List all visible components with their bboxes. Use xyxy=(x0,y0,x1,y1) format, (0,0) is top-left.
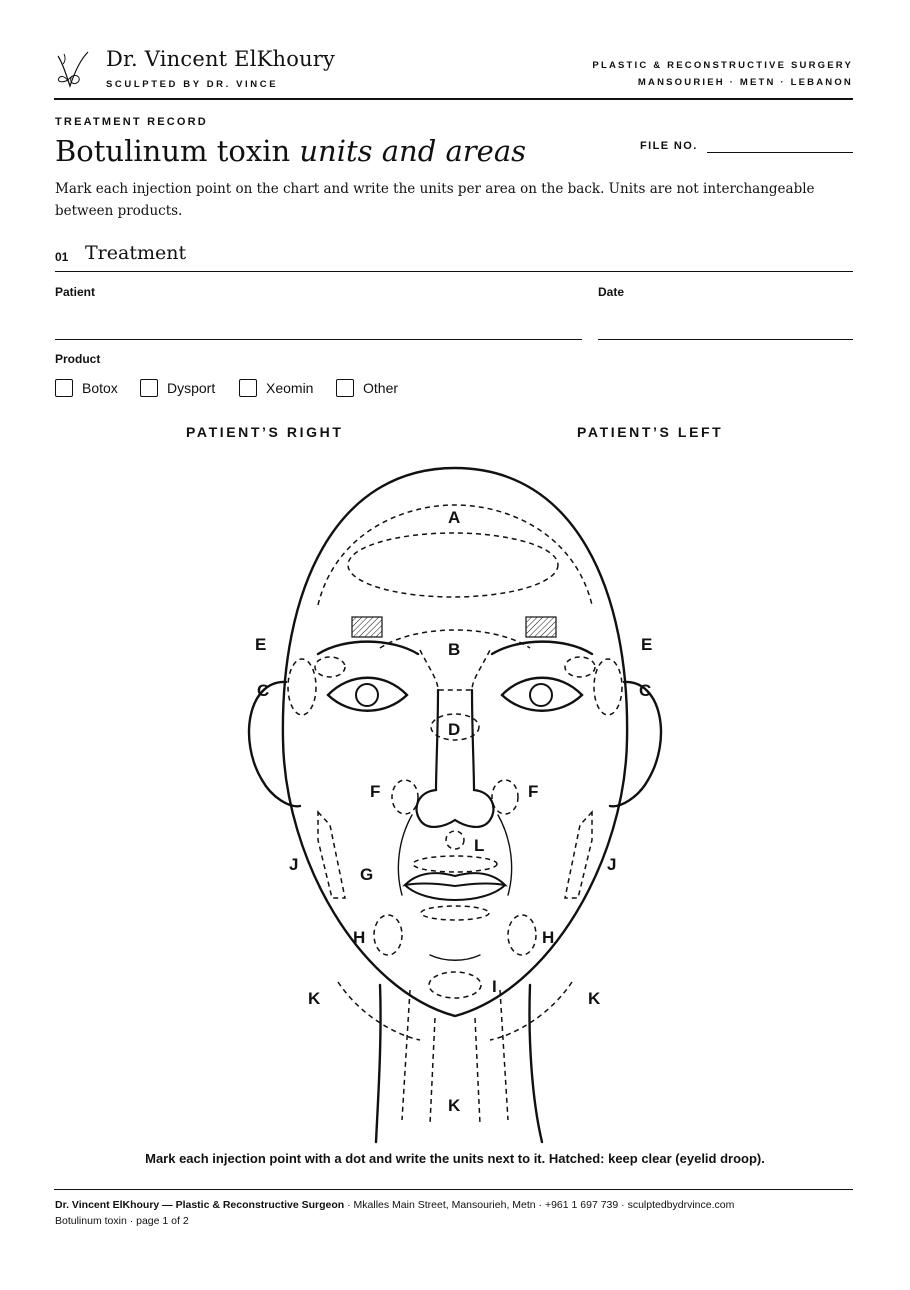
zone-label-i: I xyxy=(492,977,497,996)
footer-contact xyxy=(55,1199,734,1211)
section-title: Treatment xyxy=(85,242,187,264)
zone-label-l: L xyxy=(474,836,485,855)
file-number-label: FILE NO. xyxy=(640,140,698,152)
option-label: Other xyxy=(363,380,399,396)
brow-right xyxy=(318,642,418,654)
footer-page: Botulinum toxin · page 1 of 2 xyxy=(55,1215,189,1227)
head-outline xyxy=(283,468,627,1016)
lower-lip xyxy=(405,885,505,900)
patient-label: Patient xyxy=(55,285,96,299)
zone-label-b: B xyxy=(448,640,461,659)
specialty: PLASTIC & RECONSTRUCTIVE SURGERY xyxy=(592,60,853,71)
ear-left xyxy=(610,682,661,806)
zone-label-k-left: K xyxy=(588,989,601,1008)
ear-right xyxy=(249,682,300,806)
zone-label-c-left: C xyxy=(639,681,652,700)
neck-right xyxy=(376,985,381,1142)
nose xyxy=(417,690,494,827)
zone-label-f-right: F xyxy=(370,782,381,801)
intro-text: Mark each injection point on the chart and write the units per area on the back. Units are not interchangeable between products. xyxy=(55,181,815,219)
footer-contact-details: · Mkalles Main Street, Mansourieh, Metn · +961 1 697 739 · sculptedbydrvince.com xyxy=(344,1199,735,1211)
zone-label-j-left: J xyxy=(607,855,617,874)
zone-label-j-right: J xyxy=(289,855,299,874)
tagline: SCULPTED BY DR. VINCE xyxy=(106,79,279,90)
neck-left xyxy=(530,985,543,1142)
footer-doctor: Dr. Vincent ElKhoury — Plastic & Reconstructive Surgeon xyxy=(55,1199,345,1211)
zone-label-e-left: E xyxy=(641,635,653,654)
chart-instruction: Mark each injection point with a dot and write the units next to it. Hatched: keep clear (eyelid droop). xyxy=(145,1151,765,1166)
eyebrow: TREATMENT RECORD xyxy=(55,116,208,128)
zone-label-f-left: F xyxy=(528,782,539,801)
title-italic: units and areas xyxy=(299,134,526,168)
keep-clear-right xyxy=(352,617,382,637)
pupil-right xyxy=(356,684,378,706)
section-number: 01 xyxy=(55,250,69,264)
zone-label-a: A xyxy=(448,508,461,527)
upper-lip xyxy=(405,873,505,886)
keep-clear-left xyxy=(526,617,556,637)
location: MANSOURIEH · METN · LEBANON xyxy=(637,77,853,88)
patient-right-label: PATIENT’S RIGHT xyxy=(186,424,344,440)
zone-label-h-left: H xyxy=(542,928,555,947)
product-label: Product xyxy=(55,352,101,366)
footer-divider xyxy=(54,1189,853,1190)
zone-label-g: G xyxy=(360,865,374,884)
brow-left xyxy=(492,642,592,654)
option-label: Xeomin xyxy=(266,380,314,396)
option-label: Botox xyxy=(82,380,118,396)
zone-label-e-right: E xyxy=(255,635,267,654)
option-label: Dysport xyxy=(167,380,216,396)
title-main: Botulinum toxin xyxy=(55,134,291,168)
zone-label-d: D xyxy=(448,720,461,739)
patient-left-label: PATIENT’S LEFT xyxy=(577,424,724,440)
zone-label-k-right: K xyxy=(308,989,321,1008)
date-label: Date xyxy=(598,285,625,299)
doctor-name: Dr. Vincent ElKhoury xyxy=(106,47,336,71)
zone-label-k-neck: K xyxy=(448,1096,461,1115)
zone-label-c-right: C xyxy=(257,681,270,700)
zone-label-h-right: H xyxy=(353,928,366,947)
pupil-left xyxy=(530,684,552,706)
